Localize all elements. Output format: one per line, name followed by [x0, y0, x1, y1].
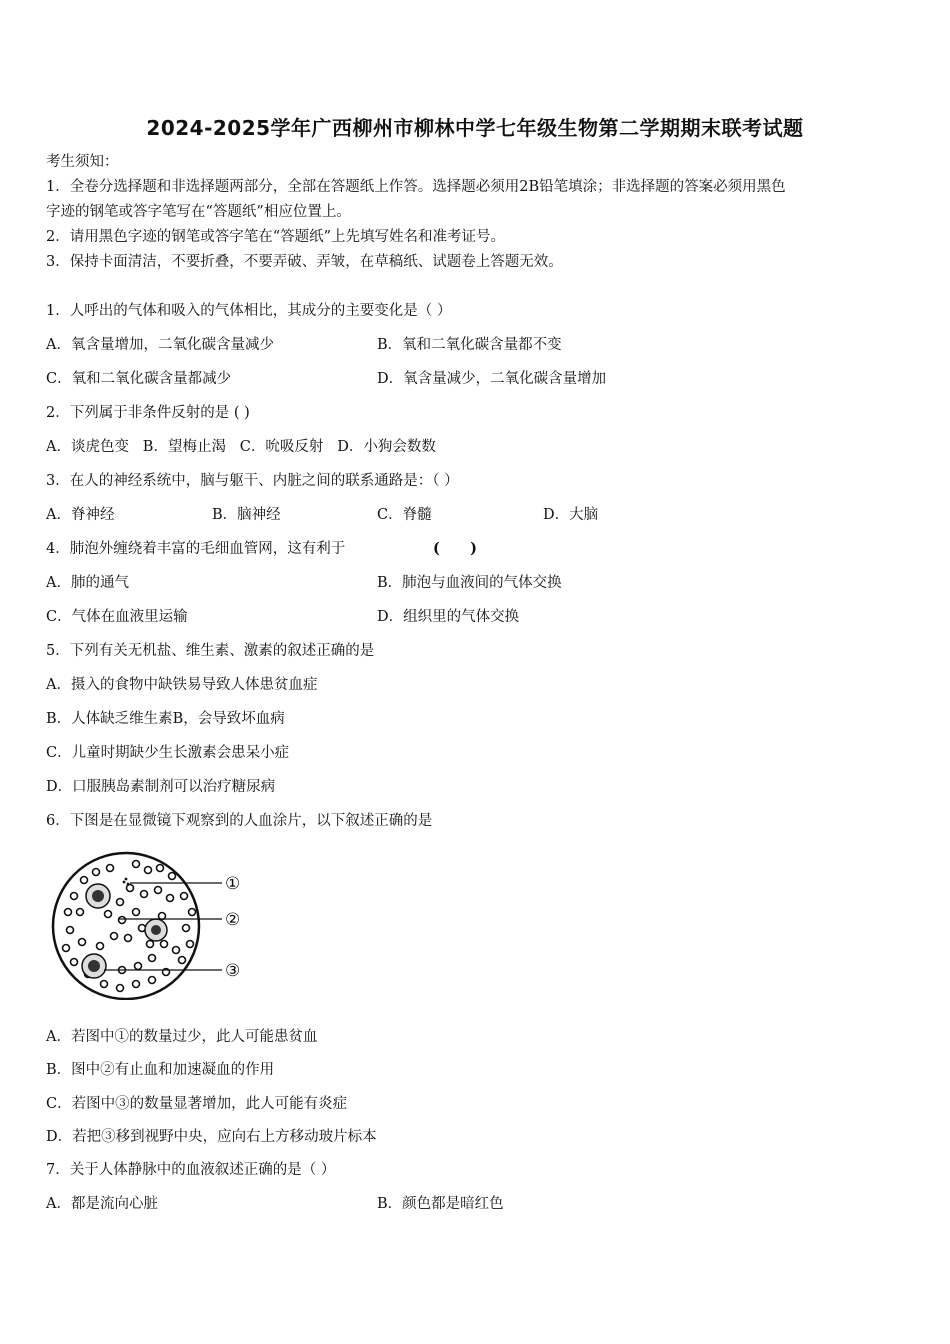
option-b: B．图中②有止血和加速凝血的作用	[46, 1062, 275, 1078]
label-3: ③	[225, 961, 241, 981]
notice-heading: 考生须知：	[46, 154, 119, 170]
blood-smear-figure	[44, 850, 254, 1000]
notice-item: 字迹的钢笔或答字笔写在“答题纸”相应位置上。	[46, 204, 351, 220]
question-4-stem: 4．肺泡外缠绕着丰富的毛细血管网，这有利于	[46, 541, 346, 557]
option-b: B．脑神经	[212, 507, 281, 523]
option-d: D．大脑	[543, 507, 599, 523]
option-c: C．儿童时期缺少生长激素会患呆小症	[46, 745, 290, 761]
platelets	[123, 878, 130, 886]
question-3-stem: 3．在人的神经系统中，脑与躯干、内脏之间的联系通路是：（ ）	[46, 473, 459, 489]
question-1-stem: 1．人呼出的气体和吸入的气体相比，其成分的主要变化是（ ）	[46, 303, 452, 319]
option-c: C．氧和二氧化碳含量都减少	[46, 371, 232, 387]
option-c: C．脊髓	[377, 507, 432, 523]
question-4-paren: ( )	[433, 540, 478, 557]
label-1: ①	[225, 874, 241, 894]
option-c: C．若图中③的数量显著增加，此人可能有炎症	[46, 1096, 348, 1112]
option-a: A．都是流向心脏	[46, 1196, 158, 1212]
option-b: B．人体缺乏维生素B，会导致坏血病	[46, 711, 285, 727]
question-7-stem: 7．关于人体静脉中的血液叙述正确的是（ ）	[46, 1162, 336, 1178]
option-b: B．氧和二氧化碳含量都不变	[377, 337, 562, 353]
notice-item: 2．请用黑色字迹的钢笔或答字笔在“答题纸”上先填写姓名和准考证号。	[46, 229, 506, 245]
option-b: B．颜色都是暗红色	[377, 1196, 504, 1212]
red-blood-cells	[63, 861, 196, 992]
question-2-stem: 2．下列属于非条件反射的是 ( )	[46, 405, 250, 421]
option-c: C．气体在血液里运输	[46, 609, 188, 625]
option-a: A．若图中①的数量过少，此人可能患贫血	[46, 1029, 318, 1045]
option-d: D．口服胰岛素制剂可以治疗糖尿病	[46, 779, 276, 795]
microscope-field	[53, 853, 199, 999]
white-blood-cells	[82, 884, 167, 978]
option-a: A．摄入的食物中缺铁易导致人体患贫血症	[46, 677, 318, 693]
option-a: A．氧含量增加，二氧化碳含量减少	[46, 337, 274, 353]
label-2: ②	[225, 910, 241, 930]
notice-item: 3．保持卡面清洁，不要折叠，不要弄破、弄皱，在草稿纸、试题卷上答题无效。	[46, 254, 563, 270]
option-a: A．肺的通气	[46, 575, 129, 591]
option-b: B．肺泡与血液间的气体交换	[377, 575, 562, 591]
page-title: 2024-2025学年广西柳州市柳林中学七年级生物第二学期期末联考试题	[146, 116, 804, 140]
option-d: D．若把③移到视野中央，应向右上方移动玻片标本	[46, 1129, 377, 1145]
question-6-stem: 6．下图是在显微镜下观察到的人血涂片，以下叙述正确的是	[46, 813, 433, 829]
notice-item: 1．全卷分选择题和非选择题两部分，全部在答题纸上作答。选择题必须用2B铅笔填涂；非选择题的答案必须用黑色	[46, 179, 786, 195]
option-d: D．组织里的气体交换	[377, 609, 520, 625]
option-a: A．脊神经	[46, 507, 115, 523]
question-5-stem: 5．下列有关无机盐、维生素、激素的叙述正确的是	[46, 643, 375, 659]
option-d: D．氧含量减少，二氧化碳含量增加	[377, 371, 607, 387]
question-2-options: A．谈虎色变 B．望梅止渴 C．吮吸反射 D．小狗会数数	[46, 439, 436, 455]
